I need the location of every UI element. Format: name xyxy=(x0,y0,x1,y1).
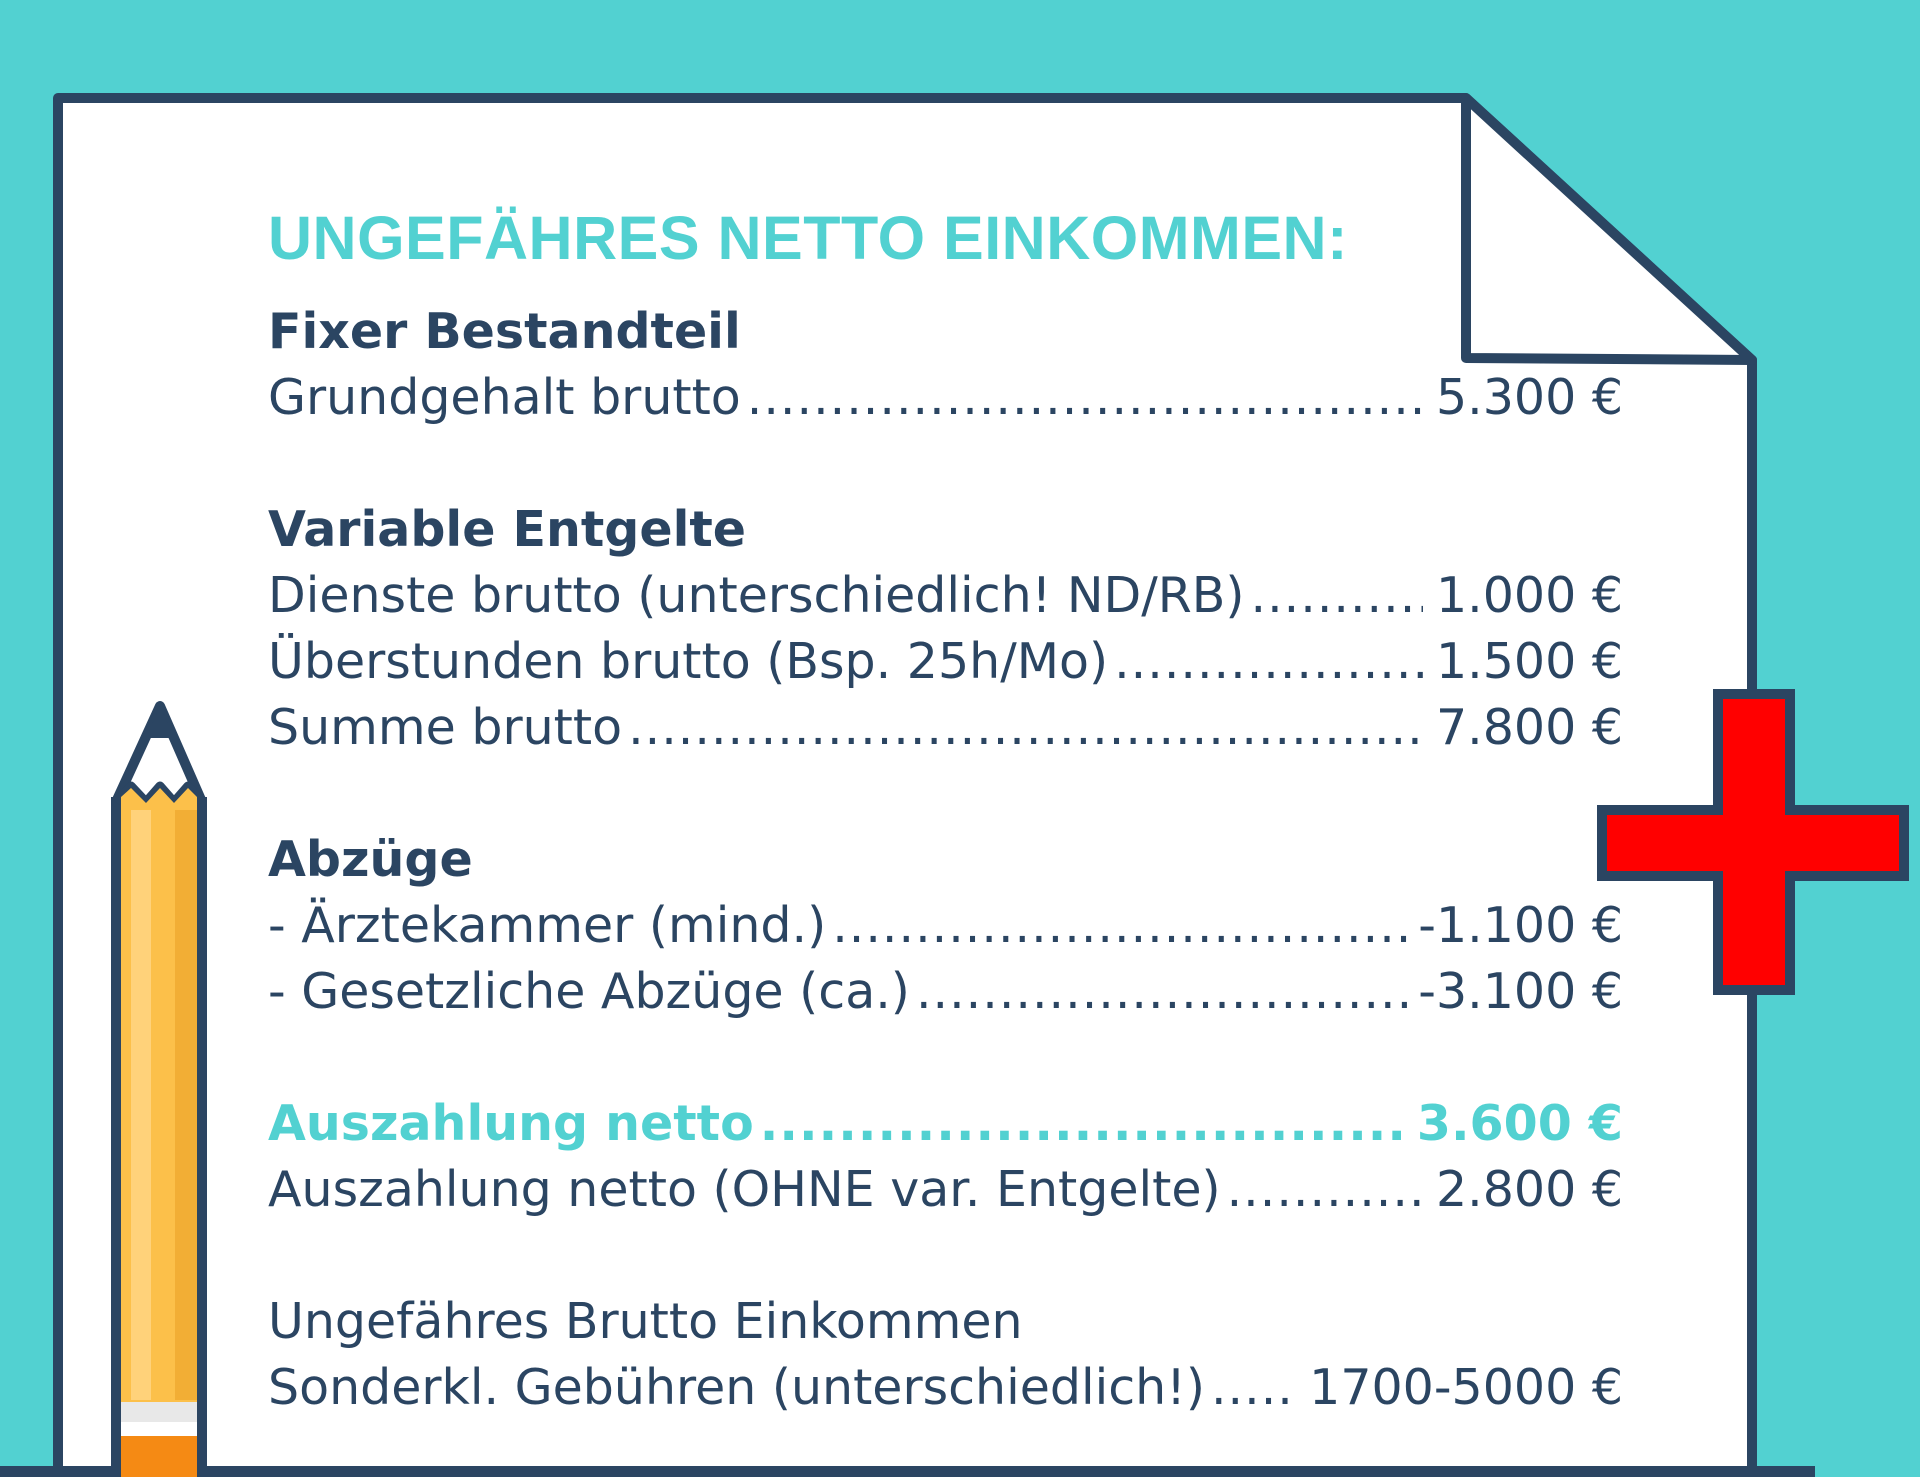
leader-dots xyxy=(1251,563,1423,629)
leader-dots xyxy=(628,695,1423,761)
row-value: 1700-5000 € xyxy=(1309,1359,1623,1416)
row-net-payout-without-variable xyxy=(268,1157,1623,1223)
row-value: -3.100 € xyxy=(1418,963,1623,1020)
leader-dots xyxy=(1211,1355,1299,1421)
row-net-payout xyxy=(268,1091,1623,1157)
section-title-fixed: Fixer Bestandteil xyxy=(268,303,741,360)
row-value: 1.000 € xyxy=(1435,567,1623,624)
leader-dots xyxy=(747,365,1423,431)
row-special-class-fees xyxy=(268,1355,1623,1421)
row-label: Dienste brutto (unterschiedlich! ND/RB) xyxy=(268,567,1245,624)
row-shifts xyxy=(268,563,1623,629)
row-value: 5.300 € xyxy=(1435,369,1623,426)
row-base-salary xyxy=(268,365,1623,431)
row-label: Überstunden brutto (Bsp. 25h/Mo) xyxy=(268,633,1109,690)
leader-dots xyxy=(760,1091,1407,1157)
leader-dots xyxy=(916,959,1408,1025)
row-overtime xyxy=(268,629,1623,695)
row-label: Auszahlung netto xyxy=(268,1095,754,1152)
row-value: 3.600 € xyxy=(1416,1095,1623,1152)
row-value: 7.800 € xyxy=(1435,699,1623,756)
row-label: Sonderkl. Gebühren (unterschiedlich!) xyxy=(268,1359,1205,1416)
row-label: Grundgehalt brutto xyxy=(268,369,741,426)
pencil-icon xyxy=(116,706,202,1477)
row-gross-sum xyxy=(268,695,1623,761)
row-value: 1.500 € xyxy=(1435,633,1623,690)
row-label: - Ärztekammer (mind.) xyxy=(268,897,827,954)
income-document xyxy=(268,178,1628,1421)
section-title-deductions: Abzüge xyxy=(268,831,473,888)
page-title: UNGEFÄHRES NETTO EINKOMMEN: xyxy=(268,204,1348,272)
row-label: - Gesetzliche Abzüge (ca.) xyxy=(268,963,910,1020)
row-legal-deductions xyxy=(268,959,1623,1025)
row-value: -1.100 € xyxy=(1418,897,1623,954)
leader-dots xyxy=(832,893,1408,959)
row-medical-chamber xyxy=(268,893,1623,959)
gross-income-heading: Ungefähres Brutto Einkommen xyxy=(268,1293,1023,1350)
row-label: Auszahlung netto (OHNE var. Entgelte) xyxy=(268,1161,1221,1218)
leader-dots xyxy=(1227,1157,1423,1223)
leader-dots xyxy=(1114,629,1423,695)
row-label: Summe brutto xyxy=(268,699,623,756)
section-title-variable: Variable Entgelte xyxy=(268,501,747,558)
row-value: 2.800 € xyxy=(1435,1161,1623,1218)
